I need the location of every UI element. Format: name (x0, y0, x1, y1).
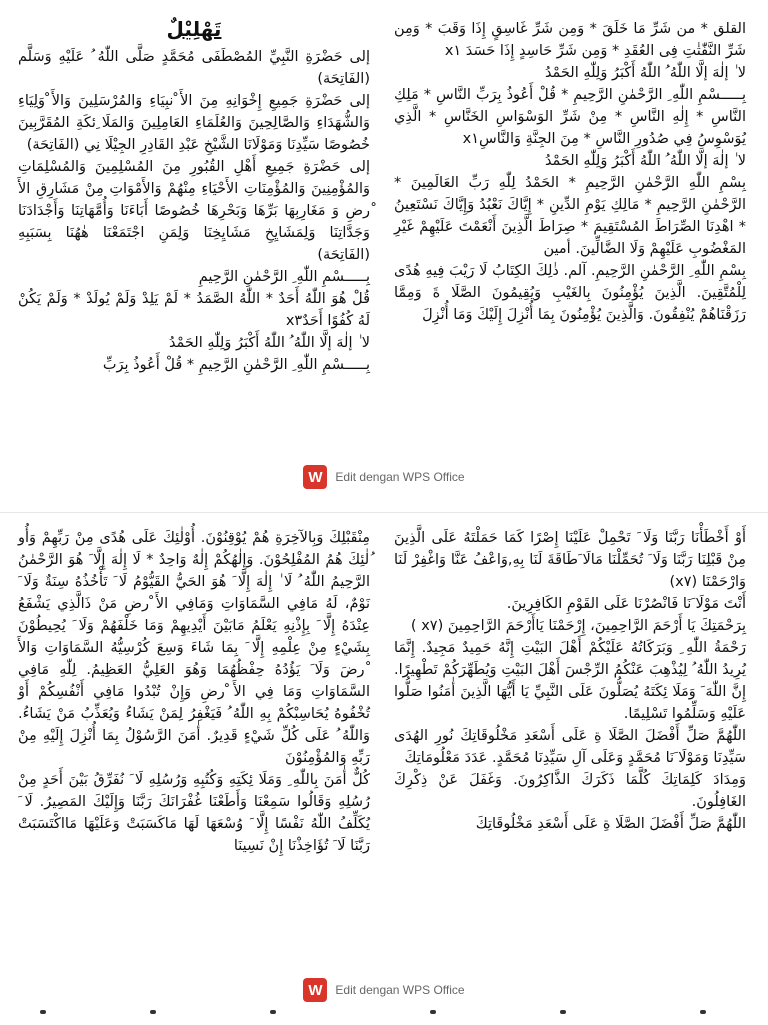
page2-left-column (18, 527, 370, 857)
page1-left-column (18, 18, 370, 376)
page2-right-column (394, 527, 746, 835)
text-paragraph: القلق * من شَرِّ مَا خَلَقَ * وَمِن شَرِّ غَاسِقٍ إِذَا وَقَبَ * وَمِن شَرِّ النَّفّٰثٰتِ فِى العُقَدِ * وَمِن شَرِّ حَاسِدٍ إِذَا حَسَدَ x١ (394, 21, 746, 59)
text-paragraph: لا ٰ إلٰهَ إلَّا اللّٰهُ ُ اللّٰهُ أَكْبَرُ وَلِلّٰهِ الحَمْدُ (168, 335, 370, 351)
document-page-2 (0, 512, 768, 1025)
text-paragraph: اللّٰهُمَّ صَلِّ أَفْضَلَ الصَّلَا ةِ عَلَى أَسْعَدِ مَخْلُوقَاتِكَ (475, 816, 746, 832)
wps-watermark (0, 462, 768, 492)
text-paragraph: كُلٌّ أٰمَنَ بِاللّٰهِ ِ وَمَلَا ئِكَتِهِ وَكُتُبِهِ وَرُسُلِهِ لَا َ نُفَرِّقُ بَيْنَ أَحَدٍ مِنْ رُسُلِهِ وَقَالُوا سَمِعْنَا وَأَطَعْنَا غُفْرَانَكَ رَبَّنَا وَإِلَيْكَ المَصِيرُ. لَا َ يُكَلِّفُ اللّٰهُ نَفْسًا إِلَّا َ وُسْعَهَا لَهَا مَاكَسَبَتْ وَعَلَيْهَا مَااكْتَسَبَتْ رَبَّنَا لَا َ تُؤَاخِذْنَا إِنْ نَسِينَا (18, 772, 370, 854)
document-page-1 (0, 0, 768, 512)
text-paragraph: مِنْقَبْلِكَ وَبِالآخِرَةِ هُمْ يُوْقِنُوْنَ. أُوْلٰئِكَ عَلَى هُدًى مِنْ رَبِّهِمْ وَأُو ُلٰئِكَ هُمُ المُفْلِحُوْنَ. وَإِلٰهُكُمْ إِلٰهٌ وَاحِدٌ * لَا إِلٰهَ إِلَّا َ هُوَ الرَّحْمٰنُ الرَّحِيمُ اللّٰهُ ُ لَا ٰ إِلٰهَ إِلَّا َ هُوَ الحَيُّ القَيُّوْمُ لَا َ تَأْخُذُهُ سِنَةٌ وَلَا َ نَوْمٌ، لَهُ مَافِي السَّمَاوَاتِ وَمَافِي الأَ ْرضِ مَنْ ذَالَّذِي يَشْفَعُ عِنْدَهُ إِلَّا َ بِإِذْنِهِ يَعْلَمُ مَابَيْنَ أَيْدِيهِمْ وَمَا خَلْفَهُمْ وَلَا َ يُحِيطُوْنَ بِشَيْءٍ مِنْ عِلْمِهِ إِلَّا َ بِمَا شَاءَ وَسِعَ كُرْسِيُّهُ السَّمَاوَاتِ وَالأَ ْرضَ وَلَا َ يَؤُدُهُ حِفْظُهُمَا وَهُوَ العَلِيُّ العَظِيمُ. لِلّٰهِ مَافِي السَّمَاوَاتِ وَمَا فِي الأَ ْرضِ وَإِنْ تُبْدُوا مَافِي أَنْفُسِكُمْ أَوْ تُخْفُوهُ يُحَاسِبْكُمْ بِهِ اللّٰهُ ُ فَيَغْفِرُ لِمَنْ يَشَاءُ وَيُعَذِّبُ مَنْ يَشَاءُ. وَاللّٰهُ ُ عَلَى كُلِّ شَيْءٍ قَدِيرٌ. أٰمَنَ الرَّسُوْلُ بِمَا أُنْزِلَ إِلَيْهِ مِنْ رَبِّهِ وَالمُؤْمِنُوْنَ (18, 530, 370, 766)
next-page-edge (0, 1010, 768, 1024)
wps-watermark-text: Edit dengan WPS Office (335, 470, 465, 484)
text-paragraph: لا ٰ إلٰهَ إلَّا اللّٰهُ ُ اللّٰهُ أَكْبَرُ وَلِلّٰهِ الحَمْدُ (544, 153, 746, 169)
text-paragraph: لا ٰ إلٰهَ إلَّا اللّٰهُ ُ اللّٰهُ أَكْبَرُ وَلِلّٰهِ الحَمْدُ (544, 65, 746, 81)
text-paragraph: إلى حَضْرَةِ جَمِيعِ أَهْلِ القُبُورِ مِنَ المُسْلِمِينَ وَالمُسْلِمَاتِ وَالمُؤْمِنِينَ وَالمُؤْمِنَاتِ الأَحْيَاءِ مِنْهُمْ وَالأَمْوَاتِ مِنْ مَشَارِقِ الأَ ْرضِ وَ مَغَارِبِهَا بَرِّهَا وَبَحْرِهَا خُصُوصًا أَبَاءَنَا وَأُمَّهَاتِنَا وَأَجْدَادَنَا وَجَدَّاتِنَا وَلِمَشَايِخِ مَشَايِخِنَا وَلِمَنِ اجْتَمَعْنَا هٰهُنَا بِسَبَبِهِ (الفَاتِحَة) (18, 159, 370, 263)
text-fragment (40, 1010, 46, 1014)
text-paragraph: بِـــــسْمِ اللّٰهِ ِ الرَّحْمٰنِ الرَّحِيمِ * قُلْ أَعُوذُ بِرَبِّ النَّاسِ * مَلِكِ النَّاسِ * إِلٰهِ النَّاسِ * مِنْ شَرِّ الوَسْوَاسِ الخَنَّاسِ * الَّذِي يُوَسْوِسُ فِي صُدُورِ النَّاسِ * مِنَ الجِنَّةِ وَالنَّاسِx١ (394, 87, 746, 147)
text-paragraph: رَحْمَةُ اللّٰهِ ِ وَبَرَكَاتُهُ عَلَيْكُمْ أَهْلَ البَيْتِ إِنَّهُ حَمِيدٌ مَجِيدٌ. إِنَّمَا يُرِيدُ اللّٰهُ ُ لِيُذْهِبَ عَنْكُمُ الرِّجْسَ أَهْلَ البَيْتِ وَيُطَهِّرَكُمْ تَطْهِيرًا. إِنَّ اللّٰهَ َ وَمَلَا ئِكَتَهُ يُصَلُّونَ عَلَى النَّبِيِّ يَا أَيُّهَا الَّذِينَ أٰمَنُوا صَلُّوا عَلَيْهِ وَسَلِّمُوا تَسْلِيمًا. (394, 640, 746, 722)
page1-right-column (394, 18, 746, 326)
text-fragment (430, 1010, 436, 1014)
text-paragraph: أَوْ أَخْطَأْنَا رَبَّنَا وَلَا َ تَحْمِلْ عَلَيْنَا إِصْرًا كَمَا حَمَلْتَهُ عَلَى الَّذِينَ مِنْ قَبْلِنَا رَبَّنَا وَلَا َ تُحَمِّلْنَا مَالَا َطَاقَةَ لَنَا بِهِ,وَاعْفُ عَنَّا وَاغْفِرْ لَنَا وَارْحَمْنَا (x٧) (394, 530, 746, 590)
text-fragment (560, 1010, 566, 1014)
text-fragment (150, 1010, 156, 1014)
wps-watermark-text: Edit dengan WPS Office (335, 983, 465, 997)
text-paragraph: بِرَحْمَتِكَ يَا أَرْحَمَ الرَّاحِمِينَ، إِرْحَمْنَا يَاأَرْحَمَ الرَّاحِمِينَ (x٧ ) (410, 618, 746, 634)
wps-logo-icon: W (303, 465, 327, 489)
wps-logo-icon: W (303, 978, 327, 1002)
text-paragraph: اللّٰهُمَّ صَلِّ أَفْضَلَ الصَّلَا ةِ عَلَى أَسْعَدِ مَخْلُوقَاتِكَ نُورِ الهُدَى سَيِّدِنَا وَمَوْلَا َنَا مُحَمَّدٍ وَعَلَى آلِ سَيِّدِنَا مُحَمَّدٍ. عَدَدَ مَعْلُومَاتِكَ (394, 728, 746, 766)
text-paragraph: إلى حَضْرَةِ النَّبِيِّ المُصْطَفَى مُحَمَّدٍ صَلَّى اللّٰهُ ُ عَلَيْهِ وَسَلَّم (الفَاتِحَة) (18, 49, 370, 87)
text-fragment (270, 1010, 276, 1014)
wps-watermark (0, 975, 768, 1005)
text-paragraph: بِسْمِ اللّٰهِ ِ الرَّحْمٰنِ الرَّحِيمِ. آلم. ذٰلِكَ الكِتَابُ لَا رَيْبَ فِيهِ هُدًى لِلْمُتَّقِينَ. الَّذِينَ يُؤْمِنُونَ بِالغَيْبِ وَيُقِيمُونَ الصَّلَا ةَ وَمِمَّا رَزَقْنَاهُمْ يُنْفِقُونَ. وَالَّذِينَ يُؤْمِنُونَ بِمَا أُنْزِلَ إِلَيْكَ وَمَا أُنْزِلَ (394, 263, 746, 323)
text-paragraph: إلى حَضْرَةِ جَمِيعِ إِخْوَانِهِ مِنَ الأَ ْنبِيَاءِ وَالمُرْسَلِينَ وَالأَ ْوَلِيَاءِ وَالشُّهَدَاءِ وَالصَّالِحِينَ وَالعُلَمَاءِ العَامِلِينَ وَالمَلَا ِئكَةِ المُقَرَّبِينَ خُصُوصًا سَيِّدِنَا وَمَوْلَانَا الشَّيْخِ عَبْدِ القَادِرِ الجِيْلَا نِي (الفَاتِحَة) (18, 93, 370, 153)
text-paragraph: قُلْ هُوَ اللّٰهُ أَحَدٌ * اللّٰهُ الصَّمَدُ * لَمْ يَلِدْ وَلَمْ يُولَدْ * وَلَمْ يَكُنْ لَهُ كُفُوًا أَحَدٌx٣ (18, 291, 370, 329)
text-paragraph: بِسْمِ اللّٰهِ الرَّحْمٰنِ الرَّحِيمِ * الحَمْدُ لِلّٰهِ رَبِّ العَالَمِينَ * الرَّحْمٰنِ الرَّحِيمِ * مَالِكِ يَوْمِ الدِّينِ * إِيَّاكَ نَعْبُدُ وَإِيَّاكَ نَسْتَعِينُ * اهْدِنَا الصِّرَاطَ المُسْتَقِيمَ * صِرَاطَ الَّذِينَ أَنْعَمْتَ عَلَيْهِمْ غَيْرِ المَغْضُوبِ عَلَيْهِمْ وَلَا الضَّالِّينَ. أمين (394, 175, 746, 257)
text-fragment (700, 1010, 706, 1014)
section-heading: تَهْلِيْلٌ (166, 17, 222, 41)
text-paragraph: أَنْتَ مَوْلَا َنَا فَانْصُرْنَا عَلَى القَوْمِ الكَافِرِينَ. (506, 596, 746, 612)
text-paragraph: وَمِدَادَ كَلِمَاتِكَ كُلَّمَا ذَكَرَكَ الذَّاكِرُونَ. وَغَفَلَ عَنْ ذِكْرِكَ الغَافِلُونَ. (394, 772, 746, 810)
text-paragraph: بِـــــسْمِ اللّٰهِ ِ الرَّحْمٰنِ الرَّحِيمِ (198, 269, 370, 285)
text-paragraph: بِـــــسْمِ اللّٰهِ ِ الرَّحْمٰنِ الرَّحِيمِ * قُلْ أَعُوذُ بِرَبِّ (102, 357, 370, 373)
